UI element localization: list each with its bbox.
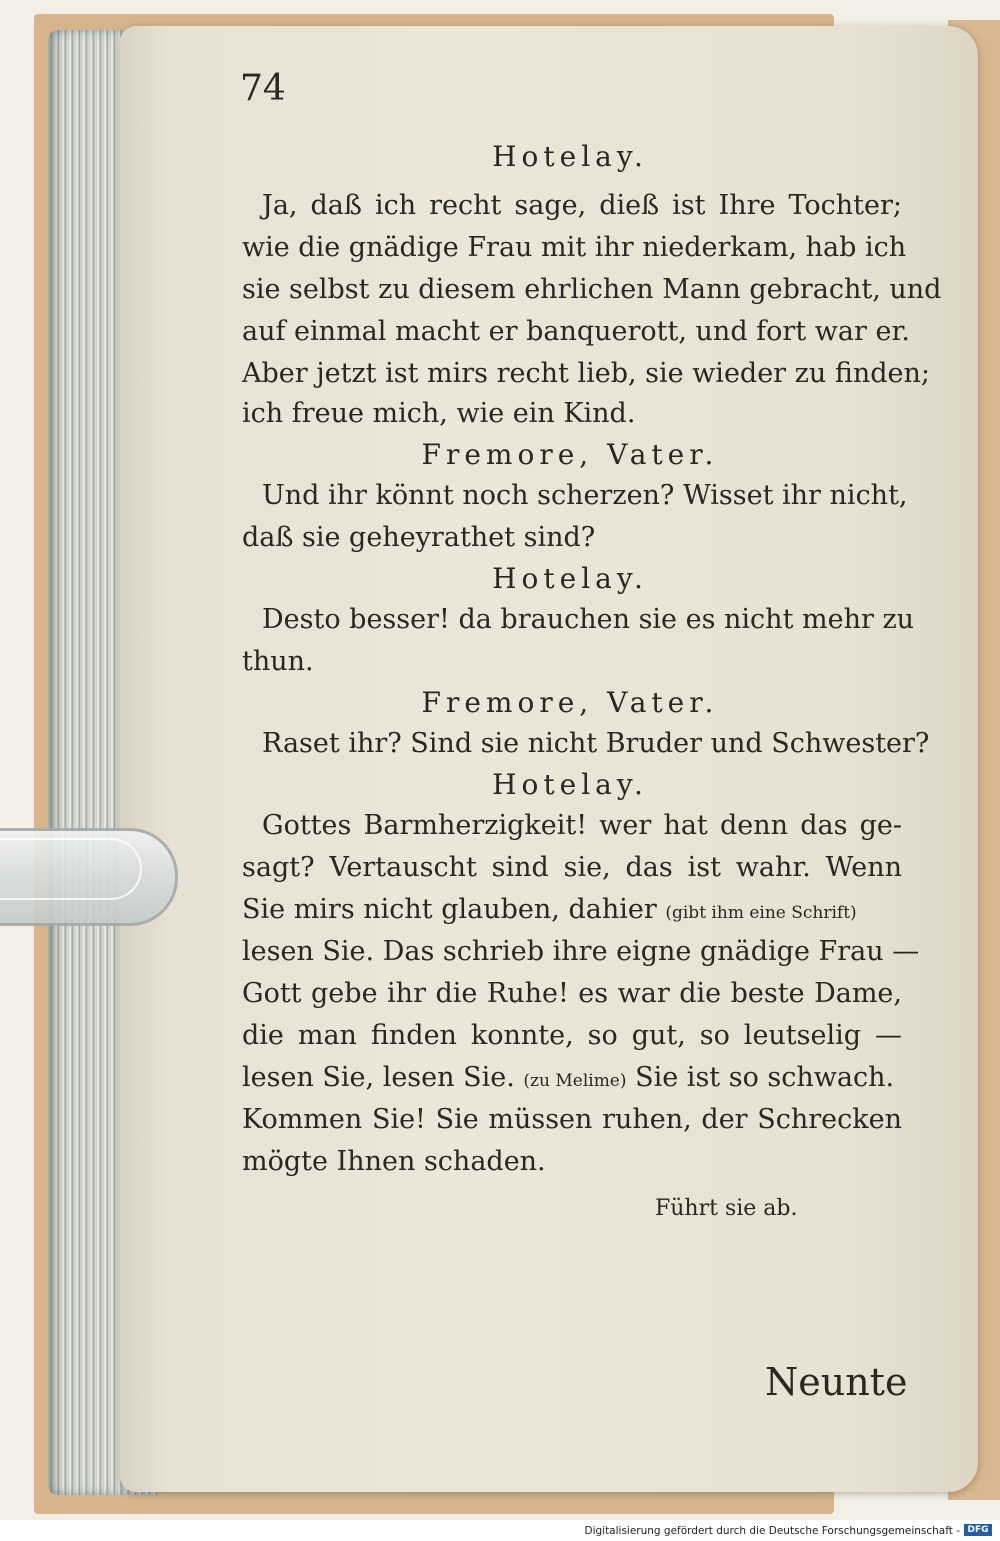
text-line: sagt? Vertauscht sind sie, das ist wahr. Wenn bbox=[242, 852, 902, 883]
stage-direction: (gibt ihm eine Schrift) bbox=[665, 903, 857, 923]
funding-credit: Digitalisierung gefördert durch die Deutsche Forschungsgemeinschaft - bbox=[584, 1525, 960, 1537]
text-line bbox=[242, 1062, 894, 1093]
page-number: 74 bbox=[240, 68, 286, 109]
text-line: Desto besser! da brauchen sie es nicht mehr zu bbox=[262, 604, 915, 635]
text-line: Ja, daß ich recht sage, dieß ist Ihre Tochter; bbox=[262, 190, 902, 221]
text-line: wie die gnädige Frau mit ihr niederkam, hab ich bbox=[242, 232, 907, 263]
speaker-heading: Fremore, Vater. bbox=[421, 686, 719, 719]
text-segment: Sie mirs nicht glauben, dahier bbox=[242, 894, 657, 925]
text-line: Gottes Barmherzigkeit! wer hat denn das ge- bbox=[262, 810, 902, 841]
exit-stage-direction: Führt sie ab. bbox=[655, 1196, 798, 1221]
text-line: Und ihr könnt noch scherzen? Wisset ihr nicht, bbox=[262, 480, 908, 511]
text-line: Aber jetzt ist mirs recht lieb, sie wieder zu finden; bbox=[242, 358, 931, 389]
speaker-heading: Fremore, Vater. bbox=[421, 438, 719, 471]
page-holder-clip-highlight bbox=[0, 838, 142, 900]
text-line bbox=[242, 894, 857, 925]
text-line: mögte Ihnen schaden. bbox=[242, 1146, 546, 1177]
text-segment: lesen Sie, lesen Sie. bbox=[242, 1062, 515, 1093]
speaker-heading: Hotelay. bbox=[492, 140, 648, 173]
speaker-heading: Hotelay. bbox=[492, 768, 648, 801]
stage-direction: (zu Melime) bbox=[523, 1071, 627, 1091]
text-line: thun. bbox=[242, 646, 314, 677]
footer-bar bbox=[0, 1520, 1000, 1541]
speaker-heading: Hotelay. bbox=[492, 562, 648, 595]
text-line: lesen Sie. Das schrieb ihre eigne gnädige Frau — bbox=[242, 936, 920, 967]
catchword: Neunte bbox=[765, 1360, 908, 1404]
text-line: daß sie geheyrathet sind? bbox=[242, 522, 596, 553]
text-line: Raset ihr? Sind sie nicht Bruder und Schwester? bbox=[262, 728, 930, 759]
text-line: auf einmal macht er banquerott, und fort war er. bbox=[242, 316, 910, 347]
text-line: die man finden konnte, so gut, so leutselig — bbox=[242, 1020, 902, 1051]
text-line: Kommen Sie! Sie müssen ruhen, der Schrecken bbox=[242, 1104, 902, 1135]
text-segment: Sie ist so schwach. bbox=[635, 1062, 895, 1093]
text-line: ich freue mich, wie ein Kind. bbox=[242, 398, 636, 429]
text-line: sie selbst zu diesem ehrlichen Mann gebracht, und bbox=[242, 274, 942, 305]
text-line: Gott gebe ihr die Ruhe! es war die beste Dame, bbox=[242, 978, 902, 1009]
dfg-logo-icon: DFG bbox=[964, 1524, 992, 1536]
